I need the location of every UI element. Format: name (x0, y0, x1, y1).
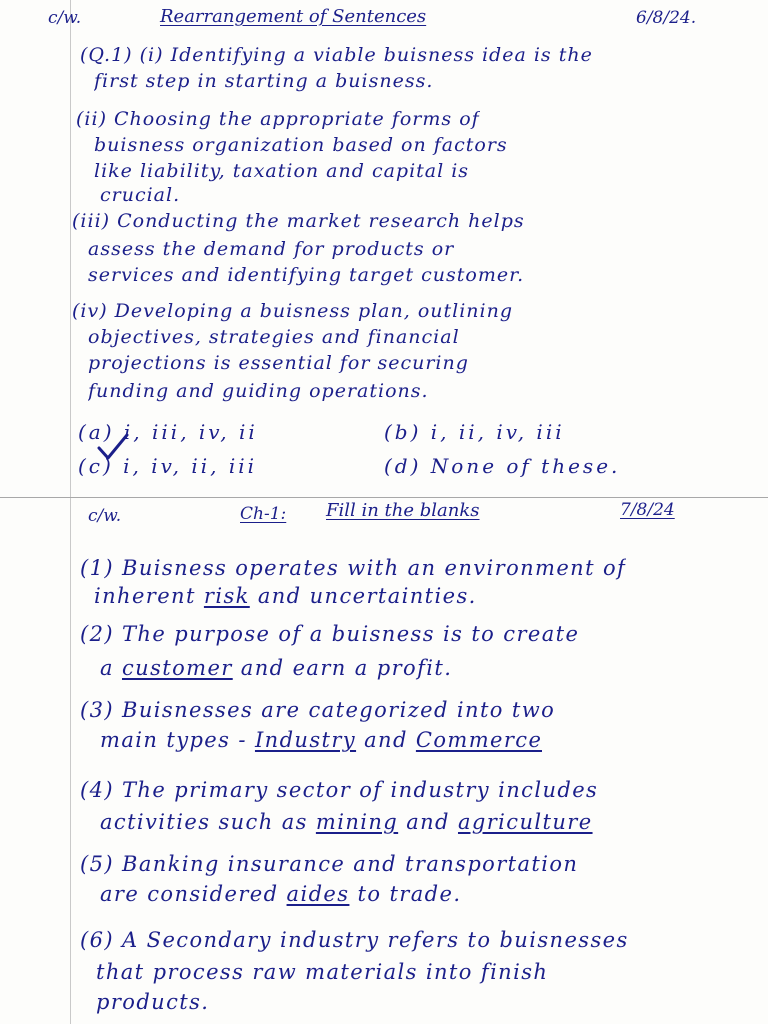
fill-item-1-line-2: inherent risk and uncertainties. (94, 584, 477, 608)
q1-line-7: (iii) Conducting the market research helps (72, 210, 525, 232)
q1-line-11: objectives, strategies and financial (88, 326, 460, 348)
q1-line-3: (ii) Choosing the appropriate forms of (76, 108, 480, 130)
answer-blank: agriculture (457, 810, 593, 834)
option-a: (a) i, iii, iv, ii (78, 420, 258, 444)
fill-item-2-line-2: a customer and earn a profit. (100, 656, 453, 680)
fill-item-3-line-1: (3) Buisnesses are categorized into two (80, 698, 556, 722)
section-title-fill-blanks: Fill in the blanks (326, 500, 480, 521)
answer-blank: Industry (254, 728, 357, 752)
fill-item-6-line-1: (6) A Secondary industry refers to buisnesses (80, 928, 629, 952)
q1-line-1: (Q.1) (i) Identifying a viable buisness idea is the (80, 44, 593, 66)
fill-item-3-line-2: main types - Industry and Commerce (100, 728, 543, 752)
answer-blank: risk (203, 584, 250, 608)
q1-line-5: like liability, taxation and capital is (94, 160, 470, 182)
option-b: (b) i, ii, iv, iii (384, 420, 565, 444)
option-d: (d) None of these. (384, 454, 621, 478)
date-1: 6/8/24. (636, 8, 697, 28)
q1-line-8: assess the demand for products or (88, 238, 455, 260)
answer-blank: customer (122, 656, 233, 680)
section-divider (0, 497, 768, 498)
q1-line-10: (iv) Developing a buisness plan, outlining (72, 300, 513, 322)
section-title-rearrangement: Rearrangement of Sentences (160, 6, 427, 27)
fill-item-6-line-3: products. (96, 990, 210, 1014)
fill-item-6-line-2: that process raw materials into finish (96, 960, 549, 984)
fill-item-4-line-1: (4) The primary sector of industry includes (80, 778, 599, 802)
chapter-label: Ch-1: (240, 504, 287, 524)
fill-item-5-line-2: are considered aides to trade. (100, 882, 462, 906)
q1-line-12: projections is essential for securing (88, 352, 469, 374)
date-2: 7/8/24 (620, 500, 675, 520)
answer-blank: Commerce (415, 728, 543, 752)
q1-line-6: crucial. (100, 184, 181, 206)
answer-blank: mining (315, 810, 399, 834)
fill-item-4-line-2: activities such as mining and agriculture (100, 810, 593, 834)
fill-item-1-line-1: (1) Buisness operates with an environment of (80, 556, 627, 580)
margin-line (70, 0, 71, 1024)
fill-item-2-line-1: (2) The purpose of a buisness is to create (80, 622, 580, 646)
q1-line-4: buisness organization based on factors (94, 134, 508, 156)
q1-line-2: first step in starting a buisness. (94, 70, 434, 92)
q1-line-13: funding and guiding operations. (88, 380, 429, 402)
option-c: (c) i, iv, ii, iii (78, 454, 258, 478)
q1-line-9: services and identifying target customer. (88, 264, 525, 286)
answer-blank: aides (286, 882, 350, 906)
fill-item-5-line-1: (5) Banking insurance and transportation (80, 852, 579, 876)
cw-label-2: c/w. (88, 506, 122, 526)
cw-label-1: c/w. (48, 8, 82, 28)
